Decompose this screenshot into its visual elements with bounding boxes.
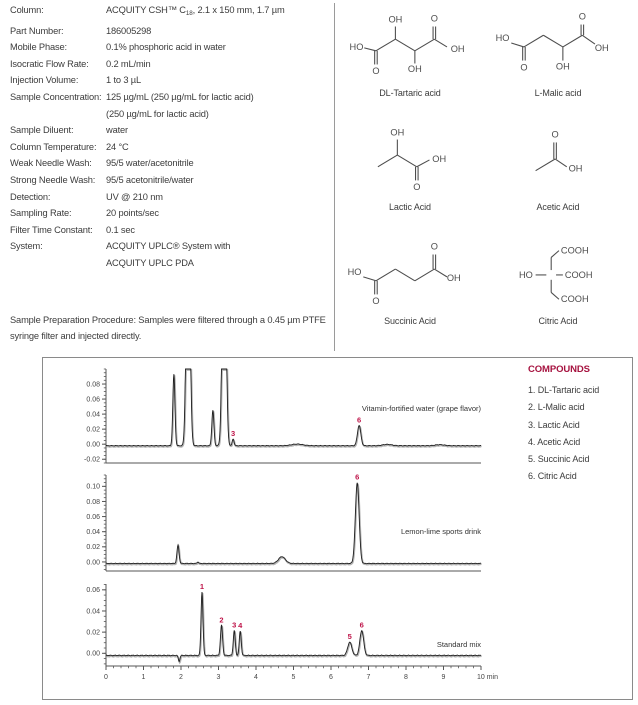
structure-l-malic-acid (485, 8, 631, 122)
svg-text:Vitamin-fortified water (grape: Vitamin-fortified water (grape flavor) (361, 404, 481, 413)
condition-label: Filter Time Constant: (10, 224, 93, 235)
legend-item: 2. L-Malic acid (528, 402, 585, 413)
condition-value: 20 points/sec (106, 208, 159, 219)
svg-text:O: O (372, 66, 380, 77)
condition-row (10, 122, 332, 139)
svg-text:0.04: 0.04 (86, 608, 100, 616)
condition-row (10, 205, 332, 222)
condition-value: 0.1 sec (106, 224, 135, 235)
structure-drawing-citric-acid (485, 236, 631, 309)
condition-row (10, 72, 332, 89)
svg-text:OH: OH (390, 127, 405, 138)
svg-text:HO: HO (349, 41, 364, 52)
condition-value: 125 µg/mL (250 µg/mL for lactic acid) (106, 91, 254, 102)
svg-text:O: O (430, 241, 438, 252)
svg-text:7: 7 (366, 674, 371, 681)
svg-text:0.00: 0.00 (86, 650, 100, 658)
svg-text:O: O (430, 13, 438, 24)
svg-text:COOH: COOH (560, 245, 589, 256)
svg-text:0.00: 0.00 (86, 559, 100, 567)
condition-value: 0.1% phosphoric acid in water (106, 42, 226, 53)
legend-item: 3. Lactic Acid (528, 419, 580, 430)
condition-row (10, 255, 332, 272)
structure-caption: Acetic Acid (536, 202, 580, 212)
condition-value: water (106, 125, 128, 136)
condition-value: ACQUITY UPLC PDA (106, 257, 194, 268)
svg-text:-0.02: -0.02 (84, 456, 100, 464)
svg-text:1: 1 (199, 581, 205, 591)
conditions-table (10, 2, 332, 272)
svg-text:OH: OH (388, 14, 403, 25)
svg-text:4: 4 (238, 621, 243, 631)
structure-dl-tartaric-acid (337, 8, 483, 122)
condition-label: Weak Needle Wash: (10, 158, 92, 169)
svg-text:2: 2 (219, 615, 224, 625)
condition-value: ACQUITY UPLC® System with (106, 241, 231, 252)
svg-text:O: O (413, 182, 421, 193)
structure-caption: Citric Acid (538, 316, 578, 326)
column-divider (334, 3, 335, 351)
condition-label: Injection Volume: (10, 75, 79, 86)
structure-drawing-lactic-acid (337, 122, 483, 195)
svg-text:0.06: 0.06 (86, 396, 100, 404)
svg-text:4: 4 (254, 674, 258, 681)
condition-row (10, 23, 332, 40)
svg-text:6: 6 (329, 674, 333, 681)
svg-text:O: O (551, 129, 559, 140)
condition-row (10, 106, 332, 123)
condition-label: Detection: (10, 191, 51, 202)
svg-text:O: O (520, 62, 528, 73)
compounds-legend-title: COMPOUNDS (528, 364, 590, 375)
svg-text:10 min: 10 min (477, 674, 499, 681)
structure-caption: Succinic Acid (384, 316, 436, 326)
svg-text:OH: OH (446, 272, 461, 283)
condition-row (10, 139, 332, 156)
structure-caption: Lactic Acid (389, 202, 431, 212)
condition-label (10, 106, 106, 123)
structure-drawing-acetic-acid (485, 122, 631, 195)
svg-text:Standard mix: Standard mix (436, 640, 481, 649)
condition-value: 0.2 mL/min (106, 58, 151, 69)
condition-row (10, 56, 332, 73)
condition-label: Isocratic Flow Rate: (10, 58, 89, 69)
condition-row (10, 222, 332, 239)
structure-caption: DL-Tartaric acid (379, 88, 441, 98)
legend-item: 1. DL-Tartaric acid (528, 385, 600, 395)
condition-value: 24 °C (106, 141, 129, 152)
structures-panel (336, 8, 632, 326)
condition-label: Sampling Rate: (10, 208, 72, 219)
svg-text:0.08: 0.08 (86, 498, 100, 506)
condition-label: Column Temperature: (10, 141, 97, 152)
svg-text:0.10: 0.10 (86, 483, 100, 491)
condition-label: Strong Needle Wash: (10, 174, 96, 185)
condition-value: (250 µg/mL for lactic acid) (106, 108, 209, 119)
svg-text:HO: HO (495, 33, 510, 44)
svg-text:OH: OH (450, 43, 465, 54)
svg-text:9: 9 (441, 674, 446, 681)
compounds-legend (528, 364, 628, 486)
svg-text:0.04: 0.04 (86, 411, 100, 419)
condition-row (10, 89, 332, 106)
svg-text:0.02: 0.02 (86, 426, 100, 434)
svg-text:8: 8 (404, 674, 408, 681)
svg-text:COOH: COOH (560, 294, 589, 305)
svg-text:6: 6 (357, 415, 362, 425)
structure-acetic-acid (485, 122, 631, 236)
svg-text:0.00: 0.00 (86, 441, 100, 449)
structure-lactic-acid (337, 122, 483, 236)
condition-row (10, 238, 332, 255)
condition-value: 95/5 acetonitrile/water (106, 174, 194, 185)
condition-label: Part Number: (10, 25, 64, 36)
condition-label: Column: (10, 5, 44, 15)
svg-text:0.06: 0.06 (86, 587, 100, 595)
svg-text:0.06: 0.06 (86, 513, 100, 521)
condition-label: Mobile Phase: (10, 42, 67, 53)
svg-text:6: 6 (359, 620, 364, 630)
svg-text:3: 3 (216, 674, 221, 681)
condition-row (10, 39, 332, 56)
condition-row (10, 155, 332, 172)
svg-text:OH: OH (407, 64, 422, 75)
structure-drawing-succinic-acid (337, 236, 483, 309)
condition-label: System: (10, 241, 43, 252)
svg-text:1: 1 (141, 674, 146, 681)
condition-row (10, 2, 332, 23)
svg-text:O: O (578, 11, 586, 22)
structure-drawing-l-malic-acid (485, 8, 631, 81)
svg-text:0.02: 0.02 (86, 544, 100, 552)
condition-row (10, 189, 332, 206)
svg-text:0.08: 0.08 (86, 381, 100, 389)
svg-text:COOH: COOH (564, 269, 593, 280)
condition-label: Sample Diluent: (10, 125, 74, 136)
condition-value: 95/5 water/acetonitrile (106, 158, 194, 169)
condition-value: UV @ 210 nm (106, 191, 163, 202)
condition-value: 186005298 (106, 25, 152, 36)
svg-text:Lemon-lime sports drink: Lemon-lime sports drink (400, 527, 481, 536)
condition-label: Sample Concentration: (10, 91, 102, 102)
svg-text:OH: OH (432, 153, 447, 164)
legend-item: 5. Succinic Acid (528, 454, 590, 465)
svg-text:2: 2 (179, 674, 183, 681)
structure-citric-acid (485, 236, 631, 326)
svg-text:3: 3 (231, 428, 236, 438)
svg-text:6: 6 (355, 472, 360, 482)
structure-drawing-dl-tartaric-acid (337, 8, 483, 81)
sample-preparation-note: Sample Preparation Procedure: Samples were filtered through a 0.45 µm PTFE syringe filter and injected directly. (10, 315, 326, 342)
svg-text:0.04: 0.04 (86, 529, 100, 537)
svg-text:OH: OH (594, 42, 609, 53)
condition-value: ACQUITY CSH™ $C_{18}$, 2.1 x 150 mm, 1.7 µm (106, 5, 285, 17)
svg-text:O: O (372, 296, 380, 307)
svg-text:5: 5 (347, 632, 352, 642)
structure-succinic-acid (337, 236, 483, 326)
condition-row (10, 172, 332, 189)
legend-item: 6. Citric Acid (528, 471, 577, 482)
chromatogram-figure (42, 357, 633, 700)
condition-label (10, 255, 106, 272)
svg-text:OH: OH (568, 163, 583, 174)
legend-item: 4. Acetic Acid (528, 436, 581, 447)
svg-text:0: 0 (104, 674, 108, 681)
svg-text:HO: HO (518, 269, 533, 280)
svg-text:5: 5 (291, 674, 296, 681)
structure-caption: L-Malic acid (534, 88, 582, 98)
condition-value: 1 to 3 µL (106, 75, 142, 86)
svg-text:OH: OH (555, 61, 570, 72)
svg-text:3: 3 (232, 620, 237, 630)
svg-text:0.02: 0.02 (86, 629, 100, 637)
svg-text:HO: HO (347, 266, 362, 277)
